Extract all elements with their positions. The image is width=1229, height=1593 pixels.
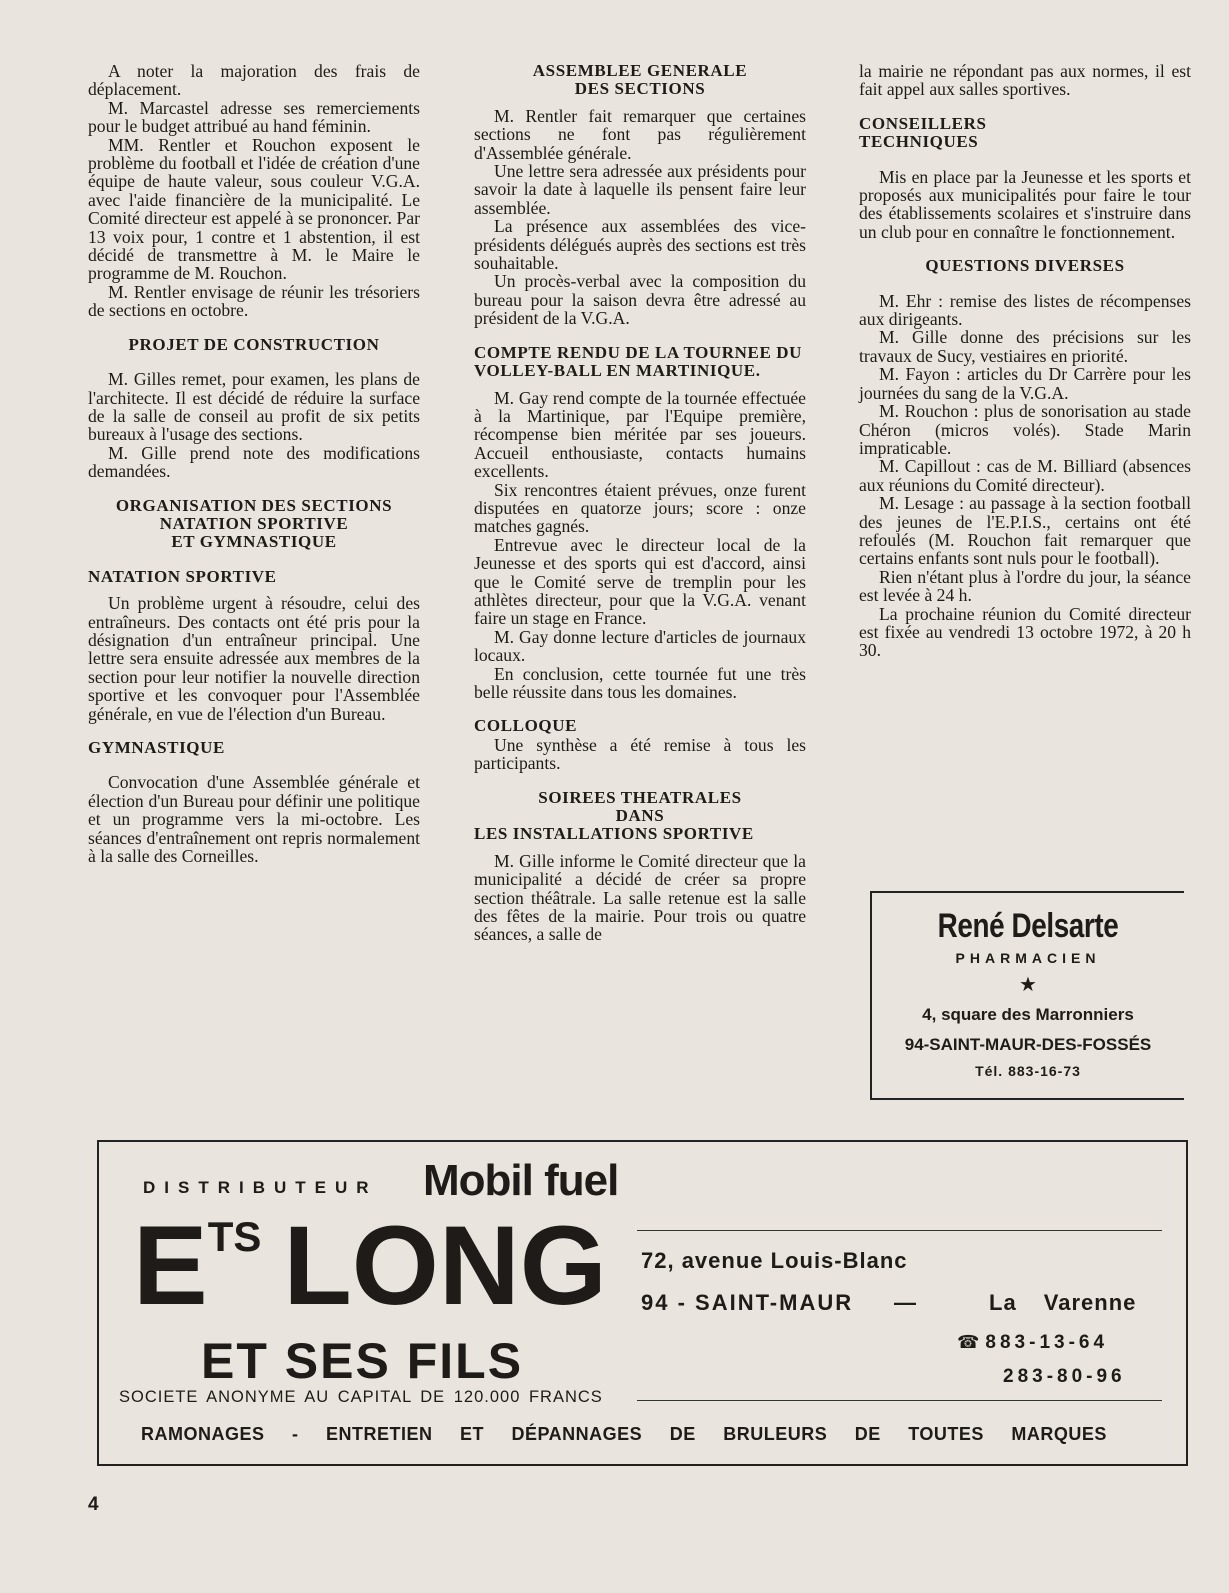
pharmacy-role: PHARMACIEN — [955, 950, 1101, 966]
brand-name: Mobil fuel — [423, 1156, 619, 1205]
heading-colloque: COLLOQUE — [474, 716, 578, 736]
separator: — — [894, 1290, 916, 1315]
fuel-advertisement — [97, 1140, 1188, 1466]
street-address: 72, avenue Louis-Blanc — [641, 1248, 908, 1273]
district: La Varenne — [989, 1290, 1137, 1315]
paragraph: M. Gille informe le Comité directeur que la municipalité a décidé de créer sa propre section théâtrale. La salle retenue est la salle des fêtes de la mairie. Pour trois ou quatre séances, a salle de — [474, 850, 806, 945]
heading-natation: NATATION SPORTIVE — [88, 566, 277, 586]
divider — [637, 1230, 1162, 1231]
paragraph: A noter la majoration des frais de déplacement. — [88, 61, 420, 100]
phone-1 — [957, 1332, 1108, 1354]
pharmacy-city: 94-SAINT-MAUR-DES-FOSSÉS — [904, 1035, 1152, 1054]
phone-1-number: 883-13-64 — [985, 1332, 1109, 1353]
heading-compte-rendu: COMPTE RENDU DE LA TOURNEE DU VOLLEY-BALL EN MARTINIQUE. — [474, 342, 803, 381]
paragraph: M. Gille donne des précisions sur les travaux de Sucy, vestiaires en priorité. — [859, 327, 1191, 366]
heading-assemblee-line2: DES SECTIONS — [574, 79, 706, 99]
column-1 — [88, 62, 420, 865]
heading-questions-diverses: QUESTIONS DIVERSES — [925, 256, 1125, 276]
society-capital: SOCIETE ANONYME AU CAPITAL DE 120.000 FRANCS — [119, 1388, 603, 1406]
telephone-icon: ☎ — [957, 1332, 980, 1352]
paragraph: La présence aux assemblées des vice-présidents délégués auprès des sections est très souhaitable. — [474, 216, 806, 274]
heading-organisation-line2: NATATION SPORTIVE — [159, 513, 349, 533]
company-suffix: ET SES FILS — [201, 1333, 524, 1389]
pharmacy-name: René Delsarte — [937, 907, 1119, 945]
heading-soirees-line2: DANS — [615, 806, 665, 826]
heading-projet-construction: PROJET DE CONSTRUCTION — [128, 334, 380, 354]
paragraph: Un problème urgent à résoudre, celui des entraîneurs. Des contacts ont été pris pour la désignation d'un entraîneur principal. Une lettre sera ensuite adressée aux membres de la section pour leur notifier la nouvelle direction sportive et les convoquer pour l'Assemblée générale, en vue de l'élection d'un Bureau. — [88, 593, 420, 724]
paragraph: M. Gay donne lecture d'articles de journaux locaux. — [474, 626, 806, 666]
heading-gymnastique: GYMNASTIQUE — [88, 738, 225, 757]
paragraph: Une synthèse a été remise à tous les participants. — [474, 734, 806, 774]
paragraph: La prochaine réunion du Comité directeur est fixée au vendredi 13 octobre 1972, à 20 h 30. — [859, 603, 1191, 661]
paragraph: MM. Rentler et Rouchon exposent le problème du football et l'idée de création d'une équipe de haute valeur, sous couleur V.G.A. avec l'aide financière de la municipalité. Le Comité directeur est appelé à se prononcer. Par 13 voix pour, 1 contre et 1 abstention, il est décidé de transmettre à M. le Maire le programme de M. Rouchon. — [88, 134, 420, 284]
company-superscript: TS — [207, 1213, 262, 1260]
heading-organisation: ORGANISATION DES SECTIONS — [115, 495, 393, 515]
heading-conseillers-line2: TECHNIQUES — [859, 132, 979, 152]
paragraph: M. Rentler envisage de réunir les trésoriers de sections en octobre. — [88, 281, 420, 321]
heading-organisation-line3: ET GYMNASTIQUE — [171, 532, 337, 552]
company-name — [133, 1203, 607, 1328]
paragraph: M. Fayon : articles du Dr Carrère pour les journées du sang de la V.G.A. — [859, 364, 1191, 403]
paragraph: M. Rouchon : plus de sonorisation au stade Chéron (micros volés). Stade Marin impraticable. — [859, 401, 1191, 458]
paragraph: M. Gilles remet, pour examen, les plans de l'architecte. Il est décidé de réduire la surface de la salle de conseil au profit de six petits bureaux à l'usage des sections. — [88, 369, 420, 445]
pharmacy-advertisement — [870, 891, 1184, 1100]
distributor-label: DISTRIBUTEUR — [143, 1178, 378, 1197]
heading-conseillers: CONSEILLERS — [859, 113, 987, 133]
paragraph: M. Rentler fait remarquer que certaines sections ne font pas régulièrement d'Assemblée générale. — [474, 105, 806, 163]
paragraph: Une lettre sera adressée aux présidents pour savoir la date à laquelle ils pensent faire leur assemblée. — [474, 161, 806, 218]
phone-2: 283-80-96 — [1003, 1366, 1126, 1387]
heading-assemblee: ASSEMBLEE GENERALE — [532, 61, 748, 80]
heading-soirees: SOIREES THEATRALES — [538, 787, 742, 807]
paragraph: M. Capillout : cas de M. Billiard (absences aux réunions du Comité directeur). — [859, 456, 1191, 495]
paragraph: En conclusion, cette tournée fut une très belle réussite dans tous les domaines. — [474, 663, 806, 702]
column-2 — [474, 62, 806, 944]
paragraph: M. Gille prend note des modifications demandées. — [88, 442, 420, 482]
services-line: RAMONAGES - ENTRETIEN ET DÉPANNAGES DE BRULEURS DE TOUTES MARQUES — [141, 1424, 1107, 1444]
pharmacy-address: 4, square des Marronniers — [922, 1005, 1134, 1024]
heading-soirees-line3: LES INSTALLATIONS SPORTIVE — [474, 824, 754, 844]
page-number: 4 — [88, 1494, 99, 1515]
paragraph: la mairie ne répondant pas aux normes, il est fait appel aux salles sportives. — [859, 61, 1191, 100]
paragraph: M. Ehr : remise des listes de récompenses aux dirigeants. — [859, 290, 1191, 330]
paragraph: Convocation d'une Assemblée générale et élection d'un Bureau pour définir une politique et un programme vers la mi-octobre. Les séances d'entraînement ont repris normalement à la salle des Corneilles. — [88, 772, 420, 867]
star-icon: ★ — [1019, 974, 1037, 996]
column-3 — [859, 62, 1191, 660]
paragraph: Un procès-verbal avec la composition du bureau pour la saison devra être adressé au président de la V.G.A. — [474, 271, 806, 329]
paragraph: M. Marcastel adresse ses remerciements pour le budget attribué au hand féminin. — [88, 97, 420, 137]
pharmacy-phone: Tél. 883-16-73 — [975, 1063, 1081, 1079]
paragraph: Mis en place par la Jeunesse et les sports et proposés aux municipalités pour faire le tour des établissements scolaires et s'instruire dans un club pour en connaître le fonctionnement. — [859, 166, 1191, 242]
company-initial: E — [133, 1203, 208, 1328]
city: 94 - SAINT-MAUR — [641, 1290, 854, 1315]
paragraph: M. Gay rend compte de la tournée effectuée à la Martinique, par l'Equipe première, récompense bien méritée par ses joueurs. Accueil enthousiaste, contacts humains excellents. — [474, 387, 806, 482]
paragraph: Six rencontres étaient prévues, onze furent disputées en quatorze jours; score : onze matches gagnés. — [474, 479, 806, 537]
paragraph: Rien n'étant plus à l'ordre du jour, la séance est levée à 24 h. — [859, 566, 1191, 606]
paragraph: M. Lesage : au passage à la section football des jeunes de l'E.P.I.S., certains ont été refoulés (M. Rouchon fait remarquer que certains enfants sont nuls pour le football). — [859, 493, 1191, 569]
paragraph: Entrevue avec le directeur local de la Jeunesse et des sports qui est d'accord, ainsi que le Comité serve de tremplin pour les athlètes directeur, pour que la V.G.A. venant faire un stage en France. — [474, 534, 806, 629]
company-surname: LONG — [283, 1203, 607, 1328]
divider — [637, 1400, 1162, 1401]
